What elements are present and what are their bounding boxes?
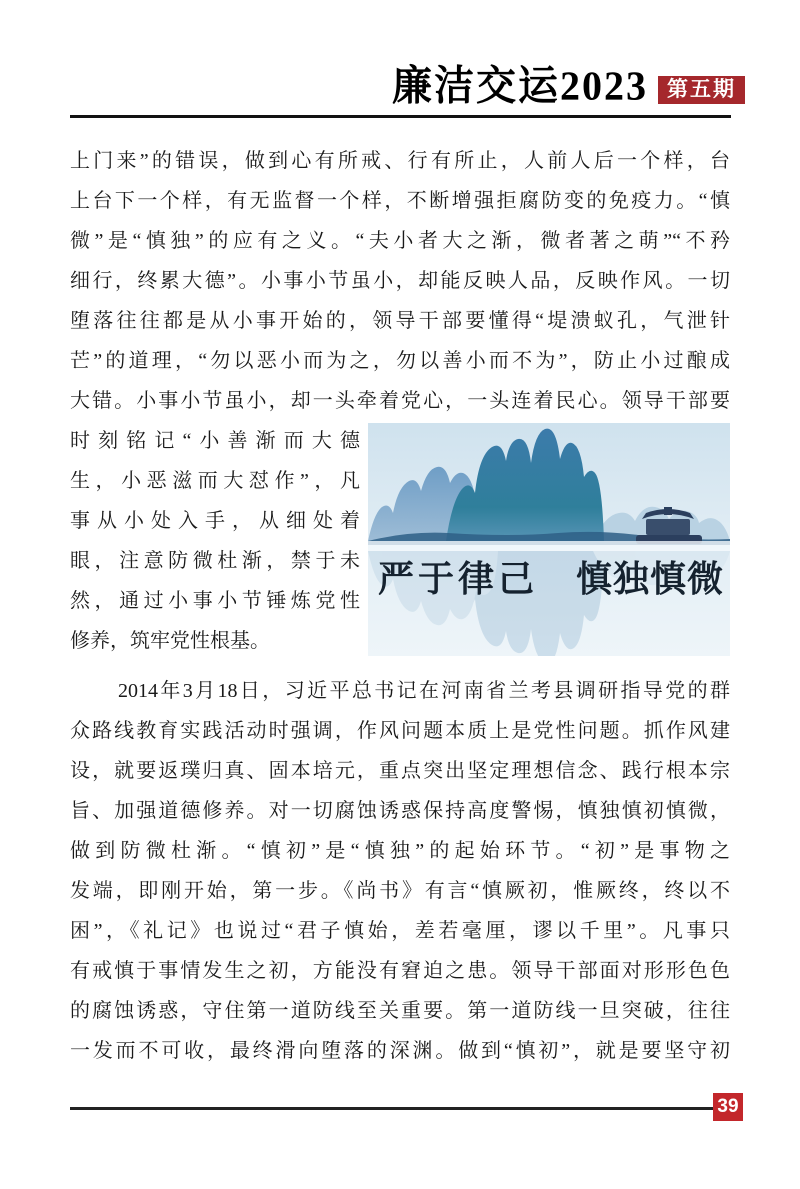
caption-left: 严于律己 xyxy=(378,559,539,599)
text-line: 生，小恶滋而大怼作”，凡 xyxy=(70,470,360,492)
landscape-illustration-svg xyxy=(368,423,730,656)
text-line: 上台下一个样，有无监督一个样，不断增强拒腐防变的免疫力。“慎 xyxy=(70,190,730,212)
text-line: 堕落往往都是从小事开始的，领导干部要懂得“堤溃蚁孔，气泄针 xyxy=(70,310,730,332)
text-line: 众路线教育实践活动时强调，作风问题本质上是党性问题。抓作风建 xyxy=(70,720,730,742)
page-number-badge: 39 xyxy=(713,1093,743,1121)
paragraph-2 xyxy=(70,671,730,1071)
text-line: 2014年3月18日，习近平总书记在河南省兰考县调研指导党的群 xyxy=(118,680,730,702)
landscape-illustration xyxy=(368,423,730,656)
article-body xyxy=(0,118,800,1071)
text-line: 困”，《礼记》也说过“君子慎始，差若毫厘，谬以千里”。凡事只 xyxy=(70,920,730,942)
issue-badge: 第五期 xyxy=(658,76,745,104)
text-line: 修养，筑牢党性根基。 xyxy=(70,630,270,652)
text-line: 发端，即刚开始，第一步。《尚书》有言“慎厥初，惟厥终，终以不 xyxy=(70,880,730,902)
footer-rule xyxy=(70,1107,728,1110)
magazine-title: 廉洁交运2023 xyxy=(392,62,648,109)
text-line: 有戒慎于事情发生之初，方能没有窘迫之患。领导干部面对形形色色 xyxy=(70,960,730,982)
text-line: 设，就要返璞归真、固本培元，重点突出坚定理想信念、践行根本宗 xyxy=(70,760,730,782)
text-line: 一发而不可收，最终滑向堕落的深渊。做到“慎初”，就是要坚守初 xyxy=(70,1040,730,1062)
text-line: 的腐蚀诱惑，守住第一道防线至关重要。第一道防线一旦突破，往往 xyxy=(70,1000,730,1022)
wrapped-text-column xyxy=(70,421,360,661)
text-line: 上门来”的错误，做到心有所戒、行有所止，人前人后一个样，台 xyxy=(70,150,730,172)
text-line: 眼，注意防微杜渐，禁于未 xyxy=(70,550,360,572)
text-line: 芒”的道理，“勿以恶小而为之，勿以善小而不为”，防止小过酿成 xyxy=(70,350,730,372)
text-line: 事从小处入手，从细处着 xyxy=(70,510,360,532)
text-line: 然，通过小事小节锤炼党性 xyxy=(70,590,360,612)
header-row xyxy=(0,0,800,109)
paragraph-1 xyxy=(70,141,730,421)
text-line: 细行，终累大德”。小事小节虽小，却能反映人品，反映作风。一切 xyxy=(70,270,730,292)
page-header xyxy=(0,0,800,118)
text-line: 做到防微杜渐。“慎初”是“慎独”的起始环节。“初”是事物之 xyxy=(70,840,730,862)
text-image-row xyxy=(70,421,730,661)
text-line: 微”是“慎独”的应有之义。“夫小者大之渐，微者著之萌”“不矜 xyxy=(70,230,730,252)
text-line: 时刻铭记“小善渐而大德 xyxy=(70,430,360,452)
water-fog xyxy=(368,541,730,551)
caption-right: 慎独慎微 xyxy=(576,559,725,599)
text-line: 大错。小事小节虽小，却一头牵着党心，一头连着民心。领导干部要 xyxy=(70,390,730,412)
text-line: 旨、加强道德修养。对一切腐蚀诱惑保持高度警惕，慎独慎初慎微， xyxy=(70,800,730,822)
